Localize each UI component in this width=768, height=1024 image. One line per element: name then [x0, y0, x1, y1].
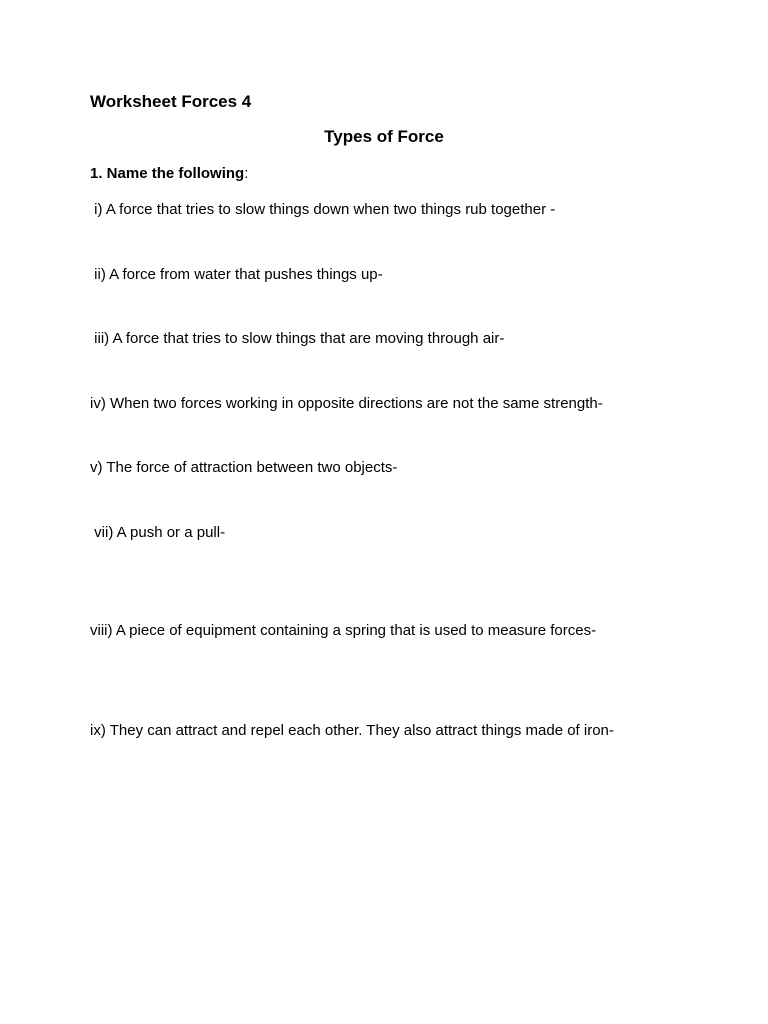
worksheet-subtitle: Types of Force [324, 127, 444, 146]
instruction-heading: 1. Name the following [90, 165, 245, 182]
worksheet-title: Worksheet Forces 4 [90, 92, 252, 111]
question-ix: ix) They can attract and repel each other. They also attract things made of iron- [90, 722, 614, 739]
question-vii: vii) A push or a pull- [90, 524, 226, 541]
question-viii: viii) A piece of equipment containing a spring that is used to measure forces- [90, 622, 597, 639]
question-i: i) A force that tries to slow things down when two things rub together - [90, 201, 556, 218]
question-iv: iv) When two forces working in opposite directions are not the same strength- [90, 395, 603, 412]
instruction-line [90, 166, 248, 181]
instruction-colon: : [244, 165, 249, 182]
question-iii: iii) A force that tries to slow things that are moving through air- [90, 330, 505, 347]
question-v: v) The force of attraction between two objects- [90, 459, 398, 476]
question-ii: ii) A force from water that pushes things up- [90, 266, 383, 283]
